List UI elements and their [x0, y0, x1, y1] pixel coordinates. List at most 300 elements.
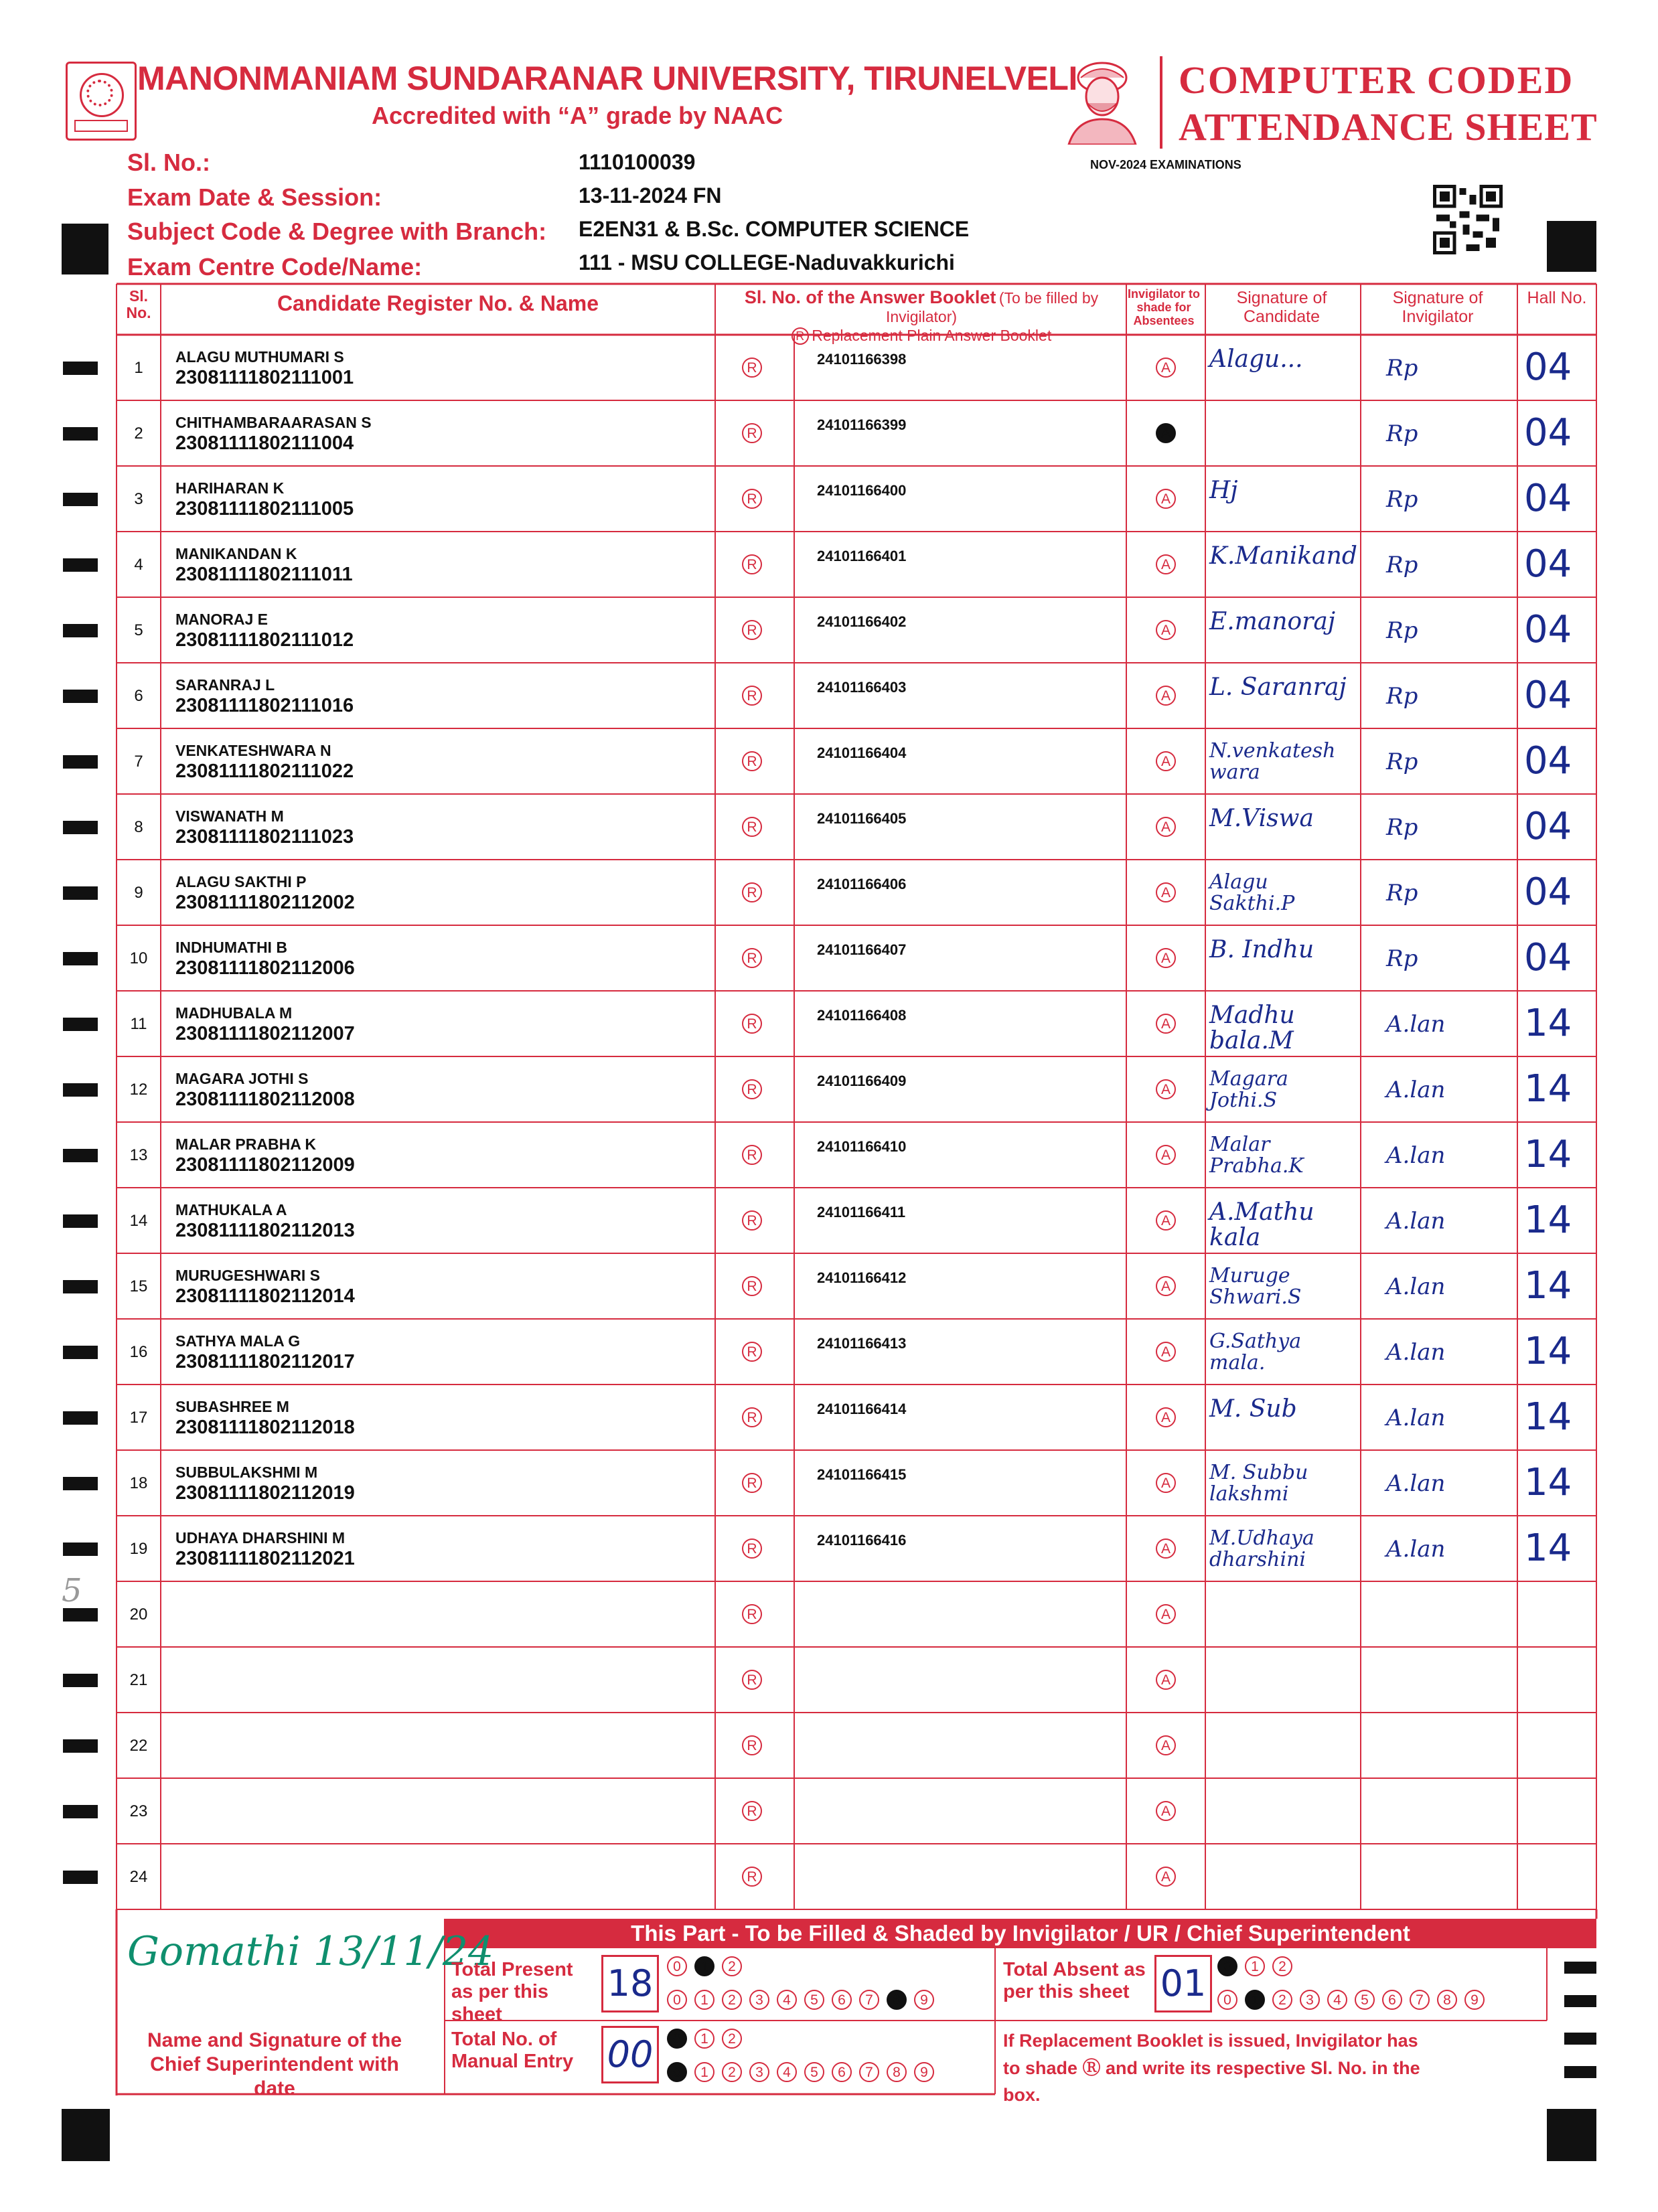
answer-booklet-number[interactable]: 24101166402: [817, 613, 907, 630]
table-row: [117, 860, 1596, 925]
subject-label: Subject Code & Degree with Branch:: [127, 218, 547, 245]
candidate-signature: Alagu...: [1209, 345, 1303, 373]
absent-bubble[interactable]: A: [1156, 948, 1176, 968]
hall-number: 14: [1524, 1264, 1572, 1308]
row-sno: 16: [129, 1343, 148, 1361]
candidate-signature: M.Udhaya dharshini: [1209, 1526, 1314, 1571]
accreditation-text: Accredited with “A” grade by NAAC: [372, 102, 783, 129]
absent-bubble[interactable]: A: [1156, 751, 1176, 771]
sheet-title-line2: ATTENDANCE SHEET: [1179, 105, 1598, 149]
hall-number: 04: [1524, 411, 1572, 455]
total-absent-tens-bubbles[interactable]: [1217, 1956, 1292, 1976]
absent-bubble[interactable]: A: [1156, 1473, 1176, 1493]
table-row: [117, 663, 1596, 728]
absent-bubble[interactable]: A: [1156, 1407, 1176, 1427]
table-row: [117, 1122, 1596, 1188]
register-number: 23081111802112013: [175, 1220, 355, 1241]
row-sno: 4: [134, 556, 143, 574]
col-header-absentee: Invigilator to shade for Absentees: [1128, 287, 1200, 327]
candidate-name: SATHYA MALA G: [175, 1332, 301, 1350]
row-timing-mark: [63, 821, 98, 834]
digit-bubble-4[interactable]: 4: [777, 2062, 797, 2082]
candidate-name: MATHUKALA A: [175, 1201, 287, 1218]
row-sno: 10: [129, 949, 148, 967]
invigilator-signature: Rp: [1386, 814, 1418, 841]
digit-bubble-8[interactable]: 8: [1437, 1990, 1457, 2010]
digit-bubble-2[interactable]: 2: [722, 1990, 742, 2010]
absent-bubble[interactable]: A: [1156, 1604, 1176, 1624]
absent-bubble[interactable]: A: [1156, 882, 1176, 902]
digit-bubble-2[interactable]: 2: [1272, 1956, 1292, 1976]
candidate-name: ALAGU SAKTHI P: [175, 873, 307, 890]
register-number: 23081111802112018: [175, 1417, 355, 1438]
digit-bubble-9[interactable]: 9: [1464, 1990, 1485, 2010]
absent-bubble[interactable]: A: [1156, 1079, 1176, 1099]
row-timing-mark: [63, 1608, 98, 1622]
row-timing-mark: [63, 1346, 98, 1359]
sheet-title-line1: COMPUTER CODED: [1179, 58, 1574, 102]
table-row: [117, 1319, 1596, 1385]
register-number: 23081111802112021: [175, 1548, 355, 1569]
hall-number: 14: [1524, 1526, 1572, 1570]
table-row: [117, 1713, 1596, 1778]
centre-value: 111 - MSU COLLEGE-Naduvakkurichi: [579, 250, 955, 274]
absent-bubble[interactable]: A: [1156, 1867, 1176, 1887]
absent-bubble[interactable]: A: [1156, 1670, 1176, 1690]
row-timing-mark: [63, 1149, 98, 1162]
invigilator-signature: Rp: [1386, 945, 1418, 972]
digit-bubble-3[interactable]: 3: [1300, 1990, 1320, 2010]
replacement-bubble[interactable]: R: [742, 1407, 762, 1427]
replacement-bubble[interactable]: R: [742, 1473, 762, 1493]
booklet-header-note: (To be filled by Invigilator): [885, 289, 1099, 326]
digit-bubble-2[interactable]: 2: [722, 2062, 742, 2082]
candidate-signature: Alagu Sakthi.P: [1209, 870, 1295, 915]
answer-booklet-number[interactable]: 24101166407: [817, 941, 907, 958]
replacement-instruction: If Replacement Booklet is issued, Invigilator has to shade Ⓡ and write its respective Sl. No. in the box.: [1003, 2031, 1420, 2105]
answer-booklet-number[interactable]: 24101166404: [817, 744, 907, 761]
invigilator-signature: A.lan: [1386, 1011, 1446, 1038]
replacement-bubble[interactable]: R: [742, 1735, 762, 1755]
replacement-bubble[interactable]: R: [742, 358, 762, 378]
candidate-name: HARIHARAN K: [175, 479, 285, 497]
row-sno: 7: [134, 753, 143, 771]
register-number: 23081111802111001: [175, 367, 354, 388]
row-timing-mark: [63, 1411, 98, 1425]
replacement-bubble[interactable]: R: [742, 1276, 762, 1296]
booklet-header-sub: Replacement Plain Answer Booklet: [812, 326, 1052, 344]
digit-bubble-6[interactable]: 6: [1382, 1990, 1402, 2010]
replacement-bubble[interactable]: R: [742, 1670, 762, 1690]
invigilator-signature: A.lan: [1386, 1536, 1446, 1563]
digit-bubble-0[interactable]: 0: [1217, 1990, 1237, 2010]
row-timing-mark: [63, 1674, 98, 1687]
hall-number: 04: [1524, 739, 1572, 783]
replacement-symbol-icon: R: [792, 327, 809, 345]
chief-superintendent-signature: Gomathi 13/11/24: [127, 1928, 494, 1975]
invigilator-signature: A.lan: [1386, 1339, 1446, 1366]
hall-number: 14: [1524, 1067, 1572, 1111]
table-row: [117, 1056, 1596, 1122]
digit-bubble-3[interactable]: 3: [749, 1990, 769, 2010]
table-row: [117, 1450, 1596, 1516]
timing-mark: [1564, 2033, 1596, 2045]
candidate-name: UDHAYA DHARSHINI M: [175, 1529, 346, 1547]
exam-series: NOV-2024 EXAMINATIONS: [1090, 158, 1241, 171]
candidate-name: SARANRAJ L: [175, 676, 275, 694]
row-sno: 9: [134, 884, 143, 902]
absent-bubble[interactable]: A: [1156, 554, 1176, 574]
invigilator-signature: Rp: [1386, 552, 1418, 578]
replacement-bubble[interactable]: R: [742, 817, 762, 837]
total-present-label: Total Present as per this sheet: [451, 1959, 573, 2025]
digit-bubble-5[interactable]: 5: [1355, 1990, 1375, 2010]
row-timing-mark: [63, 1543, 98, 1556]
row-sno: 12: [129, 1081, 148, 1099]
register-number: 23081111802112019: [175, 1482, 355, 1504]
replacement-bubble[interactable]: R: [742, 1867, 762, 1887]
absent-bubble[interactable]: A: [1156, 817, 1176, 837]
table-row: [117, 794, 1596, 860]
row-timing-mark: [63, 493, 98, 506]
table-row: [117, 400, 1596, 466]
register-number: 23081111802111012: [175, 629, 354, 651]
digit-bubble-7[interactable]: 7: [859, 1990, 879, 2010]
total-present-box[interactable]: 18: [601, 1955, 659, 2012]
hall-number: 14: [1524, 1461, 1572, 1504]
chief-superintendent-label: Name and Signature of the Chief Superintendent with date: [147, 2029, 402, 2100]
replacement-bubble[interactable]: R: [742, 1145, 762, 1165]
table-row: [117, 1647, 1596, 1713]
table-row: [117, 925, 1596, 991]
digit-bubble-6[interactable]: 6: [832, 1990, 852, 2010]
row-sno: 18: [129, 1474, 148, 1492]
hall-number: 04: [1524, 805, 1572, 848]
total-present-units-bubbles[interactable]: [667, 1990, 934, 2010]
candidate-signature: Malar Prabha.K: [1209, 1133, 1304, 1178]
manual-entry-label: Total No. of Manual Entry: [451, 2029, 574, 2073]
digit-bubble-2[interactable]: 2: [1272, 1990, 1292, 2010]
answer-booklet-number[interactable]: 24101166414: [817, 1401, 907, 1417]
candidate-signature: M.Viswa: [1209, 805, 1314, 832]
row-sno: 15: [129, 1277, 148, 1295]
candidate-name: MAGARA JOTHI S: [175, 1070, 309, 1087]
row-timing-mark: [63, 1018, 98, 1031]
candidate-name: MURUGESHWARI S: [175, 1267, 320, 1284]
sl-no-label: Sl. No.:: [127, 149, 210, 176]
digit-bubble-0[interactable]: 0: [1217, 1956, 1237, 1976]
candidate-signature: G.Sathya mala.: [1209, 1330, 1302, 1374]
hall-number: 14: [1524, 1395, 1572, 1439]
row-sno: 24: [129, 1868, 148, 1886]
replacement-bubble[interactable]: R: [742, 882, 762, 902]
candidate-name: MADHUBALA M: [175, 1004, 293, 1022]
invigilator-signature: Rp: [1386, 748, 1418, 775]
hall-number: 14: [1524, 1330, 1572, 1373]
total-absent-label: Total Absent as per this sheet: [1003, 1959, 1146, 2003]
answer-booklet-number[interactable]: 24101166409: [817, 1073, 907, 1089]
hall-number: 14: [1524, 1198, 1572, 1242]
timing-mark: [1564, 2066, 1596, 2078]
register-number: 23081111802111005: [175, 498, 354, 520]
absent-bubble[interactable]: A: [1156, 1342, 1176, 1362]
sl-no-value: 1110100039: [579, 150, 696, 174]
row-sno: 8: [134, 818, 143, 836]
absent-bubble[interactable]: A: [1156, 686, 1176, 706]
replacement-bubble[interactable]: R: [742, 1801, 762, 1821]
candidate-name: VISWANATH M: [175, 807, 284, 825]
digit-bubble-8[interactable]: 8: [887, 1990, 907, 2010]
col-header-hall: Hall No.: [1527, 289, 1587, 307]
candidate-signature: K.Manikand: [1209, 542, 1357, 570]
manual-entry-units-bubbles[interactable]: [667, 2062, 934, 2082]
absent-bubble[interactable]: A: [1156, 489, 1176, 509]
answer-booklet-number[interactable]: 24101166399: [817, 416, 907, 433]
timing-mark: [1564, 1995, 1596, 2007]
row-timing-mark: [63, 755, 98, 769]
digit-bubble-0[interactable]: 0: [667, 1956, 687, 1976]
digit-bubble-0[interactable]: 0: [667, 1990, 687, 2010]
candidate-signature: M. Sub: [1209, 1395, 1297, 1423]
total-present-tens-bubbles[interactable]: [667, 1956, 742, 1976]
row-timing-mark: [63, 362, 98, 375]
candidate-name: SUBBULAKSHMI M: [175, 1464, 318, 1481]
replacement-bubble[interactable]: R: [742, 751, 762, 771]
invigilator-signature: Rp: [1386, 683, 1418, 710]
register-number: 23081111802111011: [175, 564, 353, 585]
digit-bubble-7[interactable]: 7: [859, 2062, 879, 2082]
row-sno: 17: [129, 1409, 148, 1427]
absent-bubble[interactable]: A: [1156, 1735, 1176, 1755]
manual-entry-tens-bubbles[interactable]: [667, 2029, 742, 2049]
replacement-bubble[interactable]: R: [742, 1538, 762, 1559]
register-number: 23081111802111022: [175, 761, 354, 782]
row-timing-mark: [63, 886, 98, 900]
hall-number: 14: [1524, 1002, 1572, 1045]
digit-bubble-0[interactable]: 0: [667, 2062, 687, 2082]
digit-bubble-8[interactable]: 8: [887, 2062, 907, 2082]
digit-bubble-6[interactable]: 6: [832, 2062, 852, 2082]
answer-booklet-number[interactable]: 24101166401: [817, 548, 907, 564]
row-sno: 11: [130, 1015, 147, 1033]
register-number: 23081111802111004: [175, 432, 354, 454]
row-sno: 21: [129, 1671, 148, 1689]
absent-bubble[interactable]: A: [1156, 1210, 1176, 1231]
digit-bubble-5[interactable]: 5: [804, 1990, 824, 2010]
col-header-invigilator-signature: Signature of Invigilator: [1392, 289, 1483, 326]
row-timing-mark: [63, 1739, 98, 1753]
replacement-bubble[interactable]: R: [742, 423, 762, 443]
digit-bubble-1[interactable]: 1: [694, 2062, 714, 2082]
digit-bubble-5[interactable]: 5: [804, 2062, 824, 2082]
answer-booklet-number[interactable]: 24101166410: [817, 1138, 907, 1155]
candidate-signature: Magara Jothi.S: [1209, 1067, 1288, 1112]
invigilator-signature: A.lan: [1386, 1208, 1446, 1235]
digit-bubble-2[interactable]: 2: [722, 1956, 742, 1976]
row-sno: 13: [129, 1146, 148, 1164]
answer-booklet-number[interactable]: 24101166408: [817, 1007, 907, 1024]
row-sno: 23: [129, 1802, 148, 1820]
row-timing-mark: [63, 952, 98, 965]
table-row: [117, 466, 1596, 532]
hall-number: 04: [1524, 936, 1572, 979]
row-timing-mark: [63, 558, 98, 572]
hall-number: 04: [1524, 345, 1572, 389]
absent-bubble[interactable]: A: [1156, 423, 1176, 443]
invigilator-signature: A.lan: [1386, 1470, 1446, 1497]
absent-bubble[interactable]: A: [1156, 1801, 1176, 1821]
row-timing-mark: [63, 427, 98, 441]
invigilator-signature: A.lan: [1386, 1273, 1446, 1300]
table-row: [117, 1188, 1596, 1253]
row-timing-mark: [63, 1871, 98, 1884]
total-absent-box[interactable]: 01: [1154, 1955, 1212, 2012]
candidate-signature: L. Saranraj: [1209, 674, 1347, 701]
replacement-bubble[interactable]: R: [742, 686, 762, 706]
digit-bubble-4[interactable]: 4: [777, 1990, 797, 2010]
replacement-bubble[interactable]: R: [742, 1342, 762, 1362]
candidate-signature: N.venkatesh wara: [1209, 739, 1336, 784]
replacement-bubble[interactable]: R: [742, 1079, 762, 1099]
invigilator-signature: Rp: [1386, 355, 1418, 382]
digit-bubble-0[interactable]: 0: [667, 2029, 687, 2049]
replacement-bubble[interactable]: R: [742, 948, 762, 968]
col-header-sno: Sl. No.: [126, 287, 151, 322]
answer-booklet-number[interactable]: 24101166406: [817, 876, 907, 892]
table-row: [117, 1581, 1596, 1647]
register-number: 23081111802112002: [175, 892, 355, 913]
register-number: 23081111802112007: [175, 1023, 355, 1044]
invigilator-signature: A.lan: [1386, 1405, 1446, 1431]
digit-bubble-1[interactable]: 1: [1245, 1956, 1265, 1976]
candidate-name: MANIKANDAN K: [175, 545, 297, 562]
answer-booklet-number[interactable]: 24101166412: [817, 1269, 907, 1286]
digit-bubble-9[interactable]: 9: [914, 1990, 934, 2010]
candidate-signature: E.manoraj: [1209, 608, 1336, 635]
replacement-bubble[interactable]: R: [742, 1014, 762, 1034]
answer-booklet-number[interactable]: 24101166405: [817, 810, 907, 827]
row-sno: 2: [134, 424, 143, 443]
register-number: 23081111802112009: [175, 1154, 355, 1176]
table-row: [117, 597, 1596, 663]
booklet-header-main: Sl. No. of the Answer Booklet: [744, 287, 996, 307]
invigilator-signature: A.lan: [1386, 1142, 1446, 1169]
row-timing-mark: [63, 1477, 98, 1490]
table-row: [117, 1385, 1596, 1450]
manual-entry-box[interactable]: 00: [601, 2026, 659, 2083]
hall-number: 04: [1524, 477, 1572, 520]
replacement-bubble[interactable]: R: [742, 554, 762, 574]
digit-bubble-1[interactable]: 1: [1245, 1990, 1265, 2010]
table-row: [117, 532, 1596, 597]
answer-booklet-number[interactable]: 24101166403: [817, 679, 907, 696]
register-number: 23081111802112017: [175, 1351, 355, 1372]
candidate-name: MALAR PRABHA K: [175, 1135, 316, 1153]
absent-bubble[interactable]: A: [1156, 1014, 1176, 1034]
replacement-bubble[interactable]: R: [742, 1604, 762, 1624]
exam-date-label: Exam Date & Session:: [127, 183, 382, 211]
digit-bubble-2[interactable]: 2: [722, 2029, 742, 2049]
candidate-signature: B. Indhu: [1209, 936, 1314, 963]
replacement-bubble[interactable]: R: [742, 489, 762, 509]
candidate-name: CHITHAMBARAARASAN S: [175, 414, 372, 431]
centre-label: Exam Centre Code/Name:: [127, 253, 423, 281]
row-sno: 6: [134, 687, 143, 705]
answer-booklet-number[interactable]: 24101166411: [817, 1204, 906, 1220]
absent-bubble[interactable]: A: [1156, 1145, 1176, 1165]
footer-banner: This Part - To be Filled & Shaded by Invigilator / UR / Chief Superintendent: [445, 1919, 1596, 1948]
replacement-bubble[interactable]: R: [742, 1210, 762, 1231]
hall-number: 14: [1524, 1133, 1572, 1176]
row-sno: 14: [129, 1212, 148, 1230]
row-timing-mark: [63, 1214, 98, 1228]
answer-booklet-number[interactable]: 24101166415: [817, 1466, 907, 1483]
row-sno: 22: [129, 1737, 148, 1755]
col-header-candidate: Candidate Register No. & Name: [277, 291, 599, 315]
absent-bubble[interactable]: A: [1156, 620, 1176, 640]
row-sno: 5: [134, 621, 143, 639]
candidate-name: MANORAJ E: [175, 611, 269, 628]
absent-bubble[interactable]: A: [1156, 1276, 1176, 1296]
row-timing-mark: [63, 1805, 98, 1818]
hall-number: 04: [1524, 870, 1572, 914]
table-row: [117, 1253, 1596, 1319]
candidate-signature: Muruge Shwari.S: [1209, 1264, 1302, 1309]
answer-booklet-number[interactable]: 24101166400: [817, 482, 907, 499]
row-sno: 1: [134, 359, 143, 377]
hall-number: 04: [1524, 608, 1572, 651]
digit-bubble-1[interactable]: 1: [694, 1956, 714, 1976]
invigilator-signature: A.lan: [1386, 1077, 1446, 1103]
register-number: 23081111802111016: [175, 695, 354, 716]
absent-bubble[interactable]: A: [1156, 1538, 1176, 1559]
candidate-name: VENKATESHWARA N: [175, 742, 331, 759]
digit-bubble-1[interactable]: 1: [694, 1990, 714, 2010]
candidate-signature: Hj: [1209, 477, 1238, 504]
table-row: [117, 728, 1596, 794]
candidate-signature: Madhu bala.M: [1209, 1002, 1295, 1054]
answer-booklet-number[interactable]: 24101166416: [817, 1532, 907, 1549]
row-timing-mark: [63, 1083, 98, 1097]
digit-bubble-1[interactable]: 1: [694, 2029, 714, 2049]
timing-mark: [1564, 1962, 1596, 1974]
answer-booklet-number[interactable]: 24101166398: [817, 351, 907, 368]
table-row: [117, 1516, 1596, 1581]
table-row: [117, 1844, 1596, 1909]
digit-bubble-7[interactable]: 7: [1410, 1990, 1430, 2010]
register-number: 23081111802112008: [175, 1089, 355, 1110]
row-sno: 20: [129, 1605, 148, 1624]
digit-bubble-4[interactable]: 4: [1327, 1990, 1347, 2010]
digit-bubble-3[interactable]: 3: [749, 2062, 769, 2082]
digit-bubble-9[interactable]: 9: [914, 2062, 934, 2082]
register-number: 23081111802112006: [175, 957, 355, 979]
total-absent-units-bubbles[interactable]: [1217, 1990, 1485, 2010]
invigilator-signature: Rp: [1386, 420, 1418, 447]
row-timing-mark: [63, 624, 98, 637]
hall-number: 04: [1524, 674, 1572, 717]
candidate-signature: A.Mathu kala: [1209, 1198, 1314, 1251]
candidate-name: SUBASHREE M: [175, 1398, 289, 1415]
margin-note: 5: [62, 1572, 82, 1609]
replacement-bubble[interactable]: R: [742, 620, 762, 640]
register-number: 23081111802111023: [175, 826, 354, 848]
candidate-name: INDHUMATHI B: [175, 939, 287, 956]
absent-bubble[interactable]: A: [1156, 358, 1176, 378]
subject-value: E2EN31 & B.Sc. COMPUTER SCIENCE: [579, 217, 970, 241]
candidate-signature: M. Subbu lakshmi: [1209, 1461, 1308, 1506]
answer-booklet-number[interactable]: 24101166413: [817, 1335, 907, 1352]
